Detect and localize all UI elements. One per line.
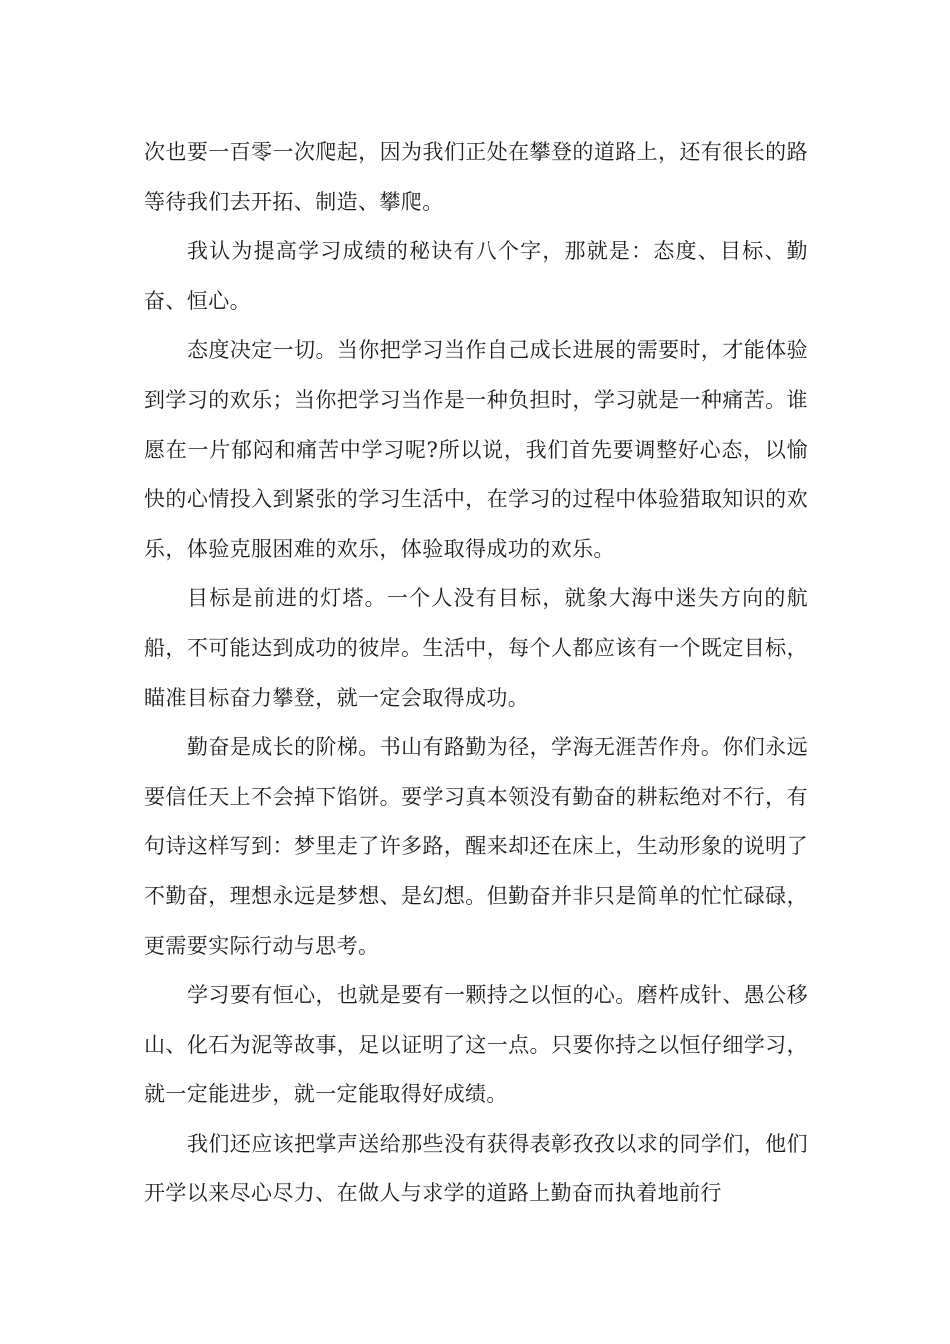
paragraph-secret-keys: 我认为提高学习成绩的秘诀有八个字，那就是：态度、目标、勤奋、恒心。 [144,239,808,313]
paragraph-goal: 目标是前进的灯塔。一个人没有目标，就象大海中迷失方向的航船，不可能达到成功的彼岸。生活中，每个人都应该有一个既定目标，瞄准目标奋力攀登，就一定会取得成功。 [144,586,808,710]
paragraph-continuation: 次也要一百零一次爬起，因为我们正处在攀登的道路上，还有很长的路等待我们去开拓、制造、攀爬。 [144,140,808,214]
document-body [144,128,808,1219]
paragraph-diligence: 勤奋是成长的阶梯。书山有路勤为径，学海无涯苦作舟。你们永远要信任天上不会掉下馅饼。要学习真本领没有勤奋的耕耘绝对不行，有句诗这样写到：梦里走了许多路，醒来却还在床上，生动形象的说明了不勤奋，理想永远是梦想、是幻想。但勤奋并非只是简单的忙忙碌碌，更需要实际行动与思考。 [144,735,808,958]
paragraph-perseverance: 学习要有恒心，也就是要有一颗持之以恒的心。磨杵成针、愚公移山、化石为泥等故事，足以证明了这一点。只要你持之以恒仔细学习，就一定能进步，就一定能取得好成绩。 [144,983,808,1107]
paragraph-applause: 我们还应该把掌声送给那些没有获得表彰孜孜以求的同学们，他们开学以来尽心尽力、在做人与求学的道路上勤奋而执着地前行 [144,1131,808,1206]
paragraph-attitude: 态度决定一切。当你把学习当作自己成长进展的需要时，才能体验到学习的欢乐；当你把学习当作是一种负担时，学习就是一种痛苦。谁愿在一片郁闷和痛苦中学习呢?所以说，我们首先要调整好心态，以愉快的心情投入到紧张的学习生活中，在学习的过程中体验猎取知识的欢乐，体验克服困难的欢乐，体验取得成功的欢乐。 [144,338,808,561]
